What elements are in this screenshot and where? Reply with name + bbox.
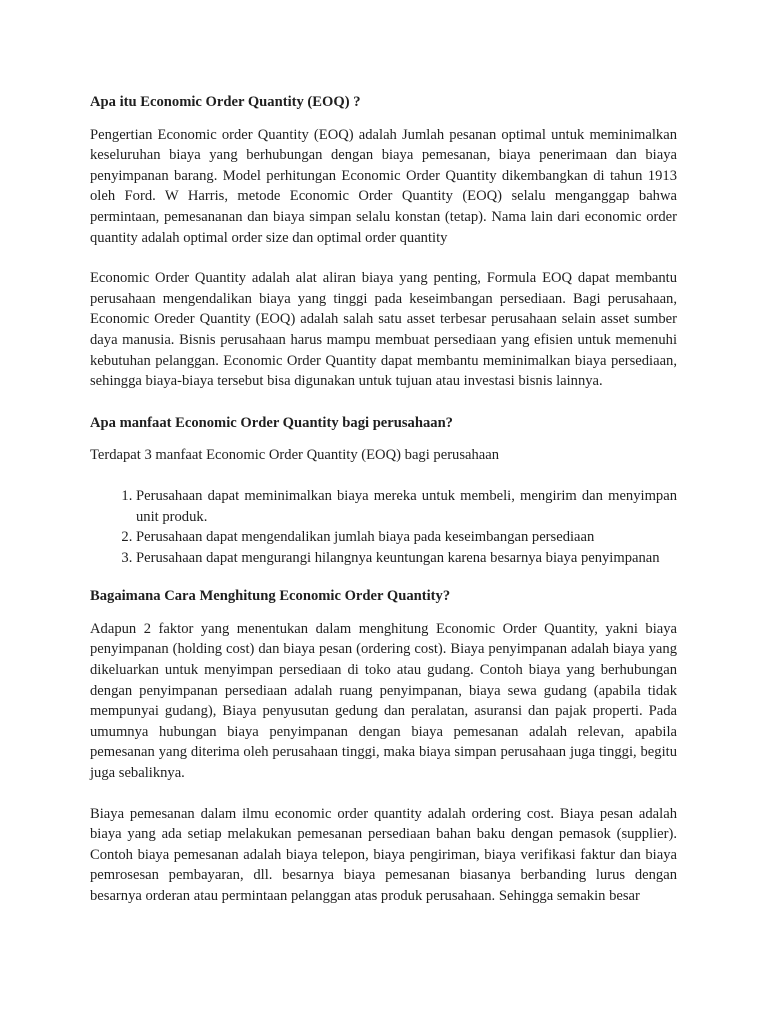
- list-item: 1. Perusahaan dapat meminimalkan biaya mereka untuk membeli, mengirim dan menyimpan unit produk.: [136, 486, 677, 527]
- list-item: 3. Perusahaan dapat mengurangi hilangnya keuntungan karena besarnya biaya penyimpanan: [136, 548, 677, 569]
- benefits-list: [90, 486, 677, 568]
- section-heading-how-to-calculate: Bagaimana Cara Menghitung Economic Order Quantity?: [90, 588, 451, 605]
- section-heading-what-is-eoq: Apa itu Economic Order Quantity (EOQ) ?: [90, 94, 361, 110]
- paragraph-ordering-cost: Biaya pemesanan dalam ilmu economic order quantity adalah ordering cost. Biaya pesan adalah biaya yang ada setiap melakukan pemesanan persediaan bahan baku dengan pemasok (supplier). Contoh biaya pemesanan adalah biaya telepon, biaya pengiriman, biaya verifikasi faktur dan biaya pemrosesan pembayaran, dll. besarnya biaya pemesanan biasanya berbanding lurus dengan besarnya orderan atau permintaan pelanggan atas produk perusahaan. Sehingga semakin besar: [90, 805, 677, 904]
- document-page: [90, 92, 677, 907]
- paragraph-benefits-intro: Terdapat 3 manfaat Economic Order Quantity (EOQ) bagi perusahaan: [90, 447, 500, 464]
- paragraph-holding-cost: Adapun 2 faktor yang menentukan dalam menghitung Economic Order Quantity, yakni biaya penyimpanan (holding cost) dan biaya pesan (ordering cost). Biaya penyimpanan adalah biaya yang dikeluarkan untuk menyimpan persediaan di toko atau gudang. Contoh biaya yang berhubungan dengan penyimpanan persediaan adalah ruang penyimpanan, biaya sewa gudang (apabila tidak mempunyai gudang), Biaya penyusutan gedung dan peralatan, asuransi dan pajak properti. Pada umumnya hubungan biaya penyimpanan dengan biaya pemesanan adalah relevan, apabila pemesanan yang diterima oleh perusahaan tinggi, maka biaya simpan perusahaan juga tinggi, begitu juga sebaliknya.: [90, 620, 677, 782]
- paragraph-eoq-definition: Pengertian Economic order Quantity (EOQ) adalah Jumlah pesanan optimal untuk meminimalkan keseluruhan biaya yang berhubungan dengan biaya pemesanan, biaya penerimaan dan biaya penyimpanan barang. Model perhitungan Economic Order Quantity dikembangkan di tahun 1913 oleh Ford. W Harris, metode Economic Order Quantity (EOQ) selalu menganggap bahwa permintaan, pemesananan dan biaya simpan selalu konstan (tetap). Nama lain dari economic order quantity adalah optimal order size dan optimal order quantity: [90, 126, 677, 246]
- paragraph-eoq-importance: Economic Order Quantity adalah alat aliran biaya yang penting, Formula EOQ dapat membantu perusahaan mengendalikan biaya yang tinggi pada keseimbangan persediaan. Bagi perusahaan, Economic Oreder Quantity (EOQ) adalah salah satu asset terbesar perusahaan selain asset sumber daya manusia. Bisnis perusahaan harus mampu membuat persediaan yang efisien untuk memenuhi kebutuhan pelanggan. Economic Order Quantity dapat membantu meminimalkan biaya persediaan, sehingga biaya-biaya tersebut bisa digunakan untuk tujuan atau investasi bisnis lainnya.: [90, 270, 677, 390]
- section-heading-eoq-benefits: Apa manfaat Economic Order Quantity bagi perusahaan?: [90, 414, 453, 431]
- list-item: 2. Perusahaan dapat mengendalikan jumlah biaya pada keseimbangan persediaan: [136, 527, 677, 548]
